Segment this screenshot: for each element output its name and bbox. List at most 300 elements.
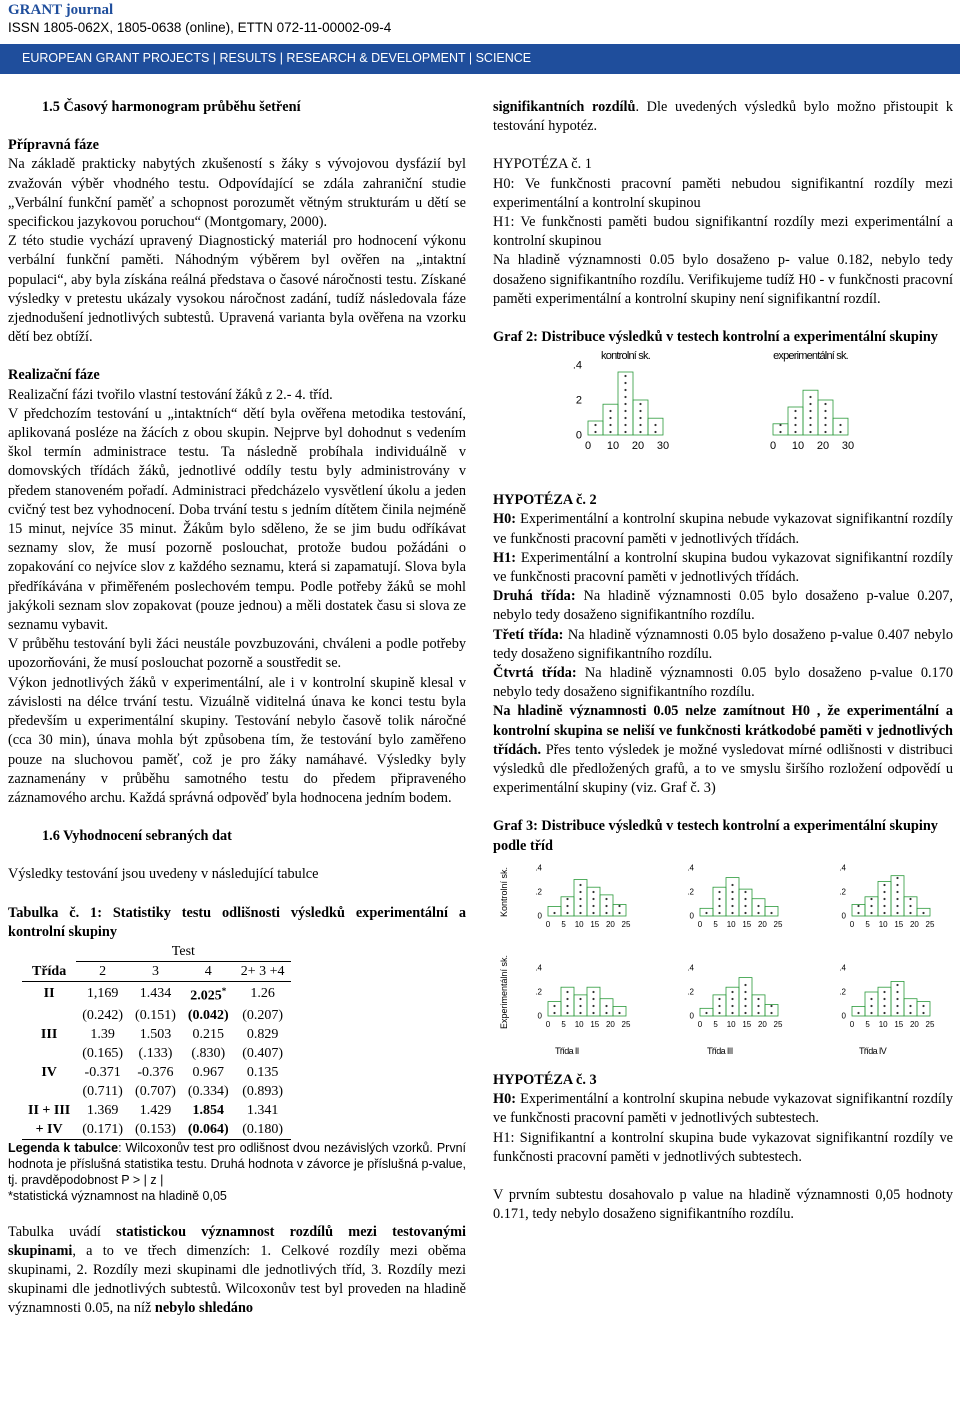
hypothesis-3-h0	[493, 1090, 953, 1128]
class-text: Na hladině významnosti 0.05 bylo dosaženo p-value 0.407 nebylo tedy dosaženo signifikantního rozdílu.	[493, 626, 953, 662]
data-point	[909, 1005, 911, 1007]
section-1-6-text: Výsledky testování jsou uvedeny v následující tabulce	[8, 866, 319, 883]
data-point	[744, 898, 746, 900]
table-cell: (0.334)	[187, 1083, 229, 1099]
x-tick-label: 20	[909, 919, 919, 929]
data-point	[594, 431, 596, 433]
table-cell: (.830)	[191, 1045, 226, 1061]
x-tick-label: 15	[894, 919, 904, 929]
data-point	[731, 1005, 733, 1007]
data-point	[718, 1012, 720, 1014]
y-tick-label: .4	[535, 963, 542, 973]
hypothesis-3-result: V prvním subtestu dosahovalo p value na hladině významnosti 0,05 hodnoty 0.171, tedy nebylo dosaženo signifikantního rozdílu.	[493, 1186, 953, 1223]
data-point	[870, 998, 872, 1000]
data-point	[883, 1012, 885, 1014]
table-header-cell: 4	[182, 961, 235, 981]
table-row	[22, 981, 291, 1005]
data-point	[744, 998, 746, 1000]
data-point	[809, 403, 811, 405]
data-point	[579, 905, 581, 907]
x-tick-label: 25	[925, 1019, 935, 1029]
table-cell-significant: (0.042)	[187, 1007, 229, 1023]
data-point	[824, 431, 826, 433]
hypothesis-1-result: Na hladině významnosti 0.05 bylo dosaženo p- value 0.182, nebylo tedy dosaženo signifikantního rozdílu. Verifikujeme tudíž H0 - v funkčnosti pracovní paměti experimentální a kontrolní skupiny není signifikantní rozdíl.	[493, 252, 953, 307]
h0-label: H0:	[493, 1091, 517, 1108]
r-p0-bold: signifikantních rozdílů	[493, 99, 636, 115]
data-point	[609, 417, 611, 419]
class-text: Na hladině významnosti 0.05 bylo dosaženo p-value 0.170 nebylo tedy dosaženo signifikantního rozdílu.	[493, 665, 953, 701]
h0-text: Experimentální a kontrolní skupina nebude vykazovat signifikantní rozdíly ve funkčnosti pracovní paměti v jednotlivých subtestech.	[493, 1091, 953, 1127]
data-point	[883, 1005, 885, 1007]
hypothesis-2-title: HYPOTÉZA č. 2	[493, 492, 597, 509]
table-header-cell: 2+ 3 +4	[235, 961, 291, 981]
histogram-bar	[739, 977, 752, 1015]
data-point	[896, 898, 898, 900]
data-point	[744, 905, 746, 907]
data-point	[609, 431, 611, 433]
table-cell: 1.429	[139, 1102, 172, 1118]
table-cell: (0.711)	[82, 1083, 123, 1099]
data-point	[624, 375, 626, 377]
data-point	[794, 417, 796, 419]
table-cell: -0.371	[84, 1064, 121, 1080]
row-label: + IV	[22, 1120, 76, 1140]
conclusion-bold: Na hladině významnosti 0.05 nelze zamítnout H0 , že experimentální a kontrolní skupina se neliší ve funkčnosti krátkodobé paměti v jednotlivých třídách.	[493, 703, 953, 758]
x-tick-label: 25	[925, 919, 935, 929]
data-point	[731, 891, 733, 893]
h0-label: H0:	[493, 511, 517, 528]
results-table	[22, 942, 291, 1140]
data-point	[592, 991, 594, 993]
data-point	[757, 1012, 759, 1014]
hypothesis-2-h1	[493, 549, 953, 587]
table-cell: (0.171)	[76, 1120, 129, 1140]
table-cell: (0.207)	[242, 1007, 284, 1023]
hypothesis-2-conclusion	[493, 702, 953, 798]
data-point	[883, 912, 885, 914]
row-label: Experimentální sk.	[499, 954, 509, 1029]
x-tick-label: 0	[697, 919, 703, 929]
data-point	[624, 431, 626, 433]
data-point	[809, 417, 811, 419]
table-header-cell: 3	[129, 961, 182, 981]
x-tick-label: 20	[605, 919, 615, 929]
y-tick-label: .2	[535, 987, 542, 997]
data-point	[922, 1012, 924, 1014]
data-point	[870, 898, 872, 900]
class-3-result	[493, 626, 953, 664]
data-point	[718, 891, 720, 893]
x-tick-label: 10	[606, 440, 620, 453]
data-point	[605, 912, 607, 914]
x-tick-label: 25	[621, 1019, 631, 1029]
data-point	[705, 912, 707, 914]
data-point	[857, 905, 859, 907]
data-point	[757, 905, 759, 907]
right-paragraph-0	[493, 98, 953, 136]
x-tick-label: 5	[865, 1019, 870, 1029]
y-tick-label: 0	[689, 1011, 694, 1021]
data-point	[857, 1012, 859, 1014]
x-tick-label: 15	[590, 1019, 600, 1029]
row-label: III	[40, 1026, 58, 1042]
data-point	[624, 382, 626, 384]
table-row	[22, 1082, 291, 1101]
x-tick-label: 25	[773, 1019, 783, 1029]
data-point	[809, 410, 811, 412]
x-tick-label: 20	[605, 1019, 615, 1029]
data-point	[870, 912, 872, 914]
data-point	[770, 912, 772, 914]
data-point	[824, 410, 826, 412]
class-4-result	[493, 664, 953, 702]
row-label: IV	[41, 1064, 57, 1080]
h0-text: Experimentální a kontrolní skupina nebude vykazovat signifikantní rozdíly ve funkčnosti pracovní paměti v jednotlivých třídách.	[493, 511, 953, 547]
data-point	[770, 1012, 772, 1014]
data-point	[566, 905, 568, 907]
journal-name: GRANT journal	[8, 2, 114, 18]
data-point	[870, 1012, 872, 1014]
table-cell: 0.967	[192, 1064, 225, 1080]
x-tick-label: 30	[841, 440, 855, 453]
histogram-bar	[765, 906, 778, 916]
table-cell: 1.434	[139, 986, 172, 1002]
table-row	[22, 1006, 291, 1025]
summary-a: Tabulka uvádí	[8, 1223, 117, 1240]
x-tick-label: 5	[713, 1019, 718, 1029]
x-tick-label: 0	[584, 440, 592, 453]
table-cell: (0.407)	[242, 1045, 284, 1061]
y-tick-label: .2	[687, 987, 694, 997]
data-point	[731, 905, 733, 907]
table-header-cell: 2	[76, 961, 129, 981]
row-label	[22, 1044, 76, 1063]
data-point	[605, 1012, 607, 1014]
y-tick-label: 0	[537, 1011, 542, 1021]
y-tick-label: 2	[575, 394, 582, 407]
data-point	[883, 898, 885, 900]
x-tick-label: 0	[697, 1019, 703, 1029]
data-point	[744, 1012, 746, 1014]
real-paragraph-3: V průběhu testování byli žáci neustále povzbuzováni, chváleni a podle potřeby upozorňováni, že musí poslouchat pozorně a soustředit se.	[8, 636, 466, 672]
hypothesis-3-h1	[493, 1129, 953, 1167]
table-cell: 1.26	[250, 986, 275, 1002]
prep-paragraph-2: Z této studie vychází upravený Diagnostický materiál pro hodnocení výkonu verbální funkční paměti. Náhodným výběrem byl ověřen na „intaktní populaci“, aby byla získána reálná představa o časové náročnosti testu. Získané výsledky v pretestu ukázaly vysokou náročnost zadání, tudíž následovala fáze zjednodušení jednotlivých subtestů. Upravená varianta byla ověřena na vzorku dětí bez obtíží.	[8, 233, 466, 346]
data-point	[839, 424, 841, 426]
summary-d: nebylo shledáno	[154, 1300, 254, 1317]
table-cell: -0.376	[137, 1064, 174, 1080]
data-point	[896, 884, 898, 886]
x-tick-label: 10	[791, 440, 805, 453]
x-tick-label: 20	[757, 919, 767, 929]
y-tick-label: .2	[839, 887, 846, 897]
data-point	[909, 1012, 911, 1014]
h1-text: Experimentální a kontrolní skupina budou vykazovat signifikantní rozdíly ve funkčnosti pracovní paměti v jednotlivých třídách.	[493, 549, 953, 586]
data-point	[624, 410, 626, 412]
x-tick-label: 0	[849, 1019, 855, 1029]
table-row	[22, 1120, 291, 1140]
y-tick-label: .2	[687, 887, 694, 897]
column-label: Třída IV	[859, 1045, 887, 1056]
data-point	[639, 417, 641, 419]
class-text: Na hladině významnosti 0.05 bylo dosaženo p-value 0.207, nebylo tedy dosaženo signifikantního rozdílu.	[493, 588, 953, 624]
data-point	[896, 905, 898, 907]
data-point	[922, 912, 924, 914]
data-point	[592, 898, 594, 900]
data-point	[654, 431, 656, 433]
x-tick-label: 10	[878, 919, 888, 929]
x-tick-label: 10	[726, 1019, 736, 1029]
data-point	[624, 424, 626, 426]
data-point	[624, 403, 626, 405]
hypothesis-1-h0: H0: Ve funkčnosti pracovní paměti nebudou signifikantní rozdíly mezi experimentální a kontrolní skupinou	[493, 175, 953, 211]
data-point	[896, 912, 898, 914]
histogram-bar	[891, 876, 904, 916]
data-point	[592, 1005, 594, 1007]
panel-title: kontrolní sk.	[601, 350, 650, 363]
x-tick-label: 10	[574, 919, 584, 929]
issn-line: ISSN 1805-062X, 1805-0638 (online), ETTN 072-11-00002-09-4	[8, 20, 392, 35]
y-tick-label: .4	[572, 359, 582, 372]
y-tick-label: .2	[535, 887, 542, 897]
x-tick-label: 5	[561, 1019, 566, 1029]
x-tick-label: 0	[849, 919, 855, 929]
left-column	[8, 98, 466, 1319]
data-point	[566, 912, 568, 914]
data-point	[579, 1005, 581, 1007]
table-row	[22, 1025, 291, 1044]
table-cell: 0.215	[192, 1026, 225, 1042]
table-cell: (.133)	[138, 1045, 173, 1061]
column-label: Třída III	[707, 1045, 733, 1056]
table-cell: (0.064)	[182, 1120, 235, 1140]
hypothesis-1-h1: H1: Ve funkčnosti paměti budou signifikantní rozdíly mezi experimentální a kontrolní skupinou	[493, 214, 953, 250]
hypothesis-3-title: HYPOTÉZA č. 3	[493, 1071, 597, 1088]
table-test-header: Test	[76, 942, 290, 962]
hypothesis-2-h0	[493, 510, 953, 548]
table-cell-significant	[182, 981, 235, 1005]
section-1-6-title: 1.6 Vyhodnocení sebraných dat	[42, 828, 232, 845]
y-tick-label: .4	[687, 863, 694, 873]
data-point	[566, 898, 568, 900]
data-point	[605, 1005, 607, 1007]
table-header-cell: Třída	[22, 961, 76, 981]
data-point	[744, 991, 746, 993]
histogram-bar	[852, 1006, 865, 1016]
banner-text: EUROPEAN GRANT PROJECTS | RESULTS | RESEARCH & DEVELOPMENT | SCIENCE	[22, 51, 532, 65]
column-label: Třída II	[555, 1045, 579, 1056]
table-row	[22, 1063, 291, 1082]
legend-label: Legenda k tabulce	[8, 1140, 119, 1155]
data-point	[639, 410, 641, 412]
data-point	[794, 410, 796, 412]
data-point	[896, 1005, 898, 1007]
data-point	[624, 396, 626, 398]
data-point	[624, 417, 626, 419]
table-cell: (0.180)	[235, 1120, 291, 1140]
r-p0-rest: . Dle uvedených výsledků bylo možno přistoupit k testování hypotéz.	[493, 99, 953, 135]
table-cell: (0.153)	[129, 1120, 182, 1140]
data-point	[618, 1012, 620, 1014]
x-tick-label: 5	[713, 919, 718, 929]
table-cell: 1.369	[86, 1102, 119, 1118]
data-point	[592, 905, 594, 907]
data-point	[624, 389, 626, 391]
class-label: Třetí třída:	[493, 626, 564, 643]
y-tick-label: .4	[535, 863, 542, 873]
data-point	[731, 991, 733, 993]
data-point	[618, 905, 620, 907]
histogram-bar	[726, 877, 739, 915]
summary-b: statistickou významnost rozdílů mezi testovanými skupinami	[8, 1223, 466, 1259]
data-point	[592, 1012, 594, 1014]
row-label: Kontrolní sk.	[499, 866, 509, 917]
real-phase-title: Realizační fáze	[8, 367, 100, 384]
data-point	[566, 1012, 568, 1014]
class-label: Čtvrtá třída:	[493, 665, 577, 682]
table-cell: 0.135	[246, 1064, 279, 1080]
data-point	[618, 912, 620, 914]
table-caption: Tabulka č. 1: Statistiky testu odlišnosti výsledků experimentální a kontrolní skupiny	[8, 904, 466, 940]
y-tick-label: 0	[575, 429, 582, 442]
x-tick-label: 15	[894, 1019, 904, 1029]
row-label	[22, 1082, 76, 1101]
table-cell: 1.503	[139, 1026, 172, 1042]
real-paragraph-2: V předchozím testování u „intaktních“ dětí byla ověřena metodika testování, aplikovaná posléze na žácích z obou skupin. Nejprve byl dohodnut s vedením škol termín administrace testu. Ta následně probíhala individuálně v domovských třídách žáků, jednotlivé oddíly testu byly administrovány v předem stanoveném pořadí. Administraci předcházelo vysvětlení úkolu a jeden cvičný test bez vyhodnocení. Doba trvání testu s jedním dítětem činila nejméně 15 minut, nejvíce 35 minut. Žákům bylo sděleno, že se jim budu odříkávat seznamy slov, že musí pozorně poslouchat, protože budou požádáni o zopakování co nejvíce slov z každého seznamu, která si zapamatují. Slova byla předříkávána v přiměřeném poslechovém tempu. Podle potřeby žáků se mohl jakýkoli seznam slov zopakovat (pouze jednou) a měli dostatek času si slova ze seznamu vybavit.	[8, 405, 466, 634]
h1-label: H1:	[493, 549, 517, 566]
data-point	[809, 431, 811, 433]
data-point	[731, 884, 733, 886]
data-point	[809, 396, 811, 398]
data-point	[718, 912, 720, 914]
table-cell: 1.341	[246, 1102, 279, 1118]
data-point	[579, 891, 581, 893]
data-point	[883, 905, 885, 907]
x-tick-label: 25	[773, 919, 783, 929]
y-tick-label: 0	[537, 911, 542, 921]
data-point	[909, 912, 911, 914]
data-point	[579, 898, 581, 900]
data-point	[896, 991, 898, 993]
data-point	[718, 1005, 720, 1007]
legend-text: : Wilcoxonův test pro odlišnost dvou nezávislých vzorků. První hodnota je příslušná statistika testu. Druhá hodnota v závorce je příslušná p-value, tj. pravděpodobnost P > | z |	[8, 1140, 466, 1187]
table-row	[22, 1044, 291, 1063]
h1-text: : Signifikantní a kontrolní skupina bude vykazovat signifikantní rozdíly ve funkčnosti pracovní paměti v jednotlivých subtestech.	[493, 1129, 953, 1165]
data-point	[553, 1005, 555, 1007]
x-tick-label: 30	[656, 440, 670, 453]
histogram-bar	[603, 404, 618, 435]
data-point	[896, 984, 898, 986]
table-cell: 0.829	[246, 1026, 279, 1042]
data-point	[592, 998, 594, 1000]
data-point	[579, 998, 581, 1000]
data-point	[909, 898, 911, 900]
data-point	[639, 431, 641, 433]
y-tick-label: .4	[839, 863, 846, 873]
table-cell: 1.854	[192, 1102, 225, 1118]
data-point	[794, 424, 796, 426]
banner-bar	[0, 44, 960, 74]
real-paragraph-1: Realizační fázi tvořilo vlastní testování žáků z 2.- 4. tříd.	[8, 386, 333, 403]
data-point	[731, 998, 733, 1000]
x-tick-label: 10	[726, 919, 736, 929]
data-point	[654, 424, 656, 426]
prep-phase-title: Přípravná fáze	[8, 137, 99, 154]
data-point	[794, 431, 796, 433]
table-cell: (0.707)	[135, 1083, 176, 1099]
cell-value: 2.025	[190, 988, 222, 1004]
data-point	[553, 1012, 555, 1014]
data-point	[883, 891, 885, 893]
data-point	[609, 424, 611, 426]
x-tick-label: 25	[621, 919, 631, 929]
x-tick-label: 15	[590, 919, 600, 929]
y-tick-label: .4	[839, 963, 846, 973]
x-tick-label: 0	[769, 440, 777, 453]
h1-label: H1	[493, 1129, 511, 1146]
data-point	[757, 912, 759, 914]
graph-3-chart	[493, 856, 953, 1066]
data-point	[744, 984, 746, 986]
data-point	[553, 912, 555, 914]
graph-2-title: Graf 2: Distribuce výsledků v testech kontrolní a experimentální skupiny	[493, 329, 938, 346]
data-point	[718, 898, 720, 900]
data-point	[592, 912, 594, 914]
data-point	[770, 1005, 772, 1007]
section-1-5-title: 1.5 Časový harmonogram průběhu šetření	[42, 99, 301, 115]
data-point	[922, 1005, 924, 1007]
data-point	[605, 898, 607, 900]
table-cell: 1,169	[86, 986, 119, 1002]
data-point	[896, 1012, 898, 1014]
data-point	[609, 410, 611, 412]
data-point	[883, 884, 885, 886]
data-point	[896, 891, 898, 893]
row-label: II + III	[28, 1102, 71, 1118]
data-point	[779, 424, 781, 426]
x-tick-label: 0	[545, 1019, 551, 1029]
data-point	[605, 905, 607, 907]
data-point	[870, 905, 872, 907]
x-tick-label: 5	[865, 919, 870, 929]
x-tick-label: 20	[631, 440, 645, 453]
y-tick-label: .2	[839, 987, 846, 997]
data-point	[883, 991, 885, 993]
table-cell: (0.893)	[242, 1083, 284, 1099]
data-point	[809, 424, 811, 426]
x-tick-label: 15	[742, 919, 752, 929]
data-point	[566, 998, 568, 1000]
data-point	[824, 417, 826, 419]
prep-paragraph-1: Na základě prakticky nabytých zkušeností s žáky s vývojovou dysfázií byl zvažován výběr vhodného testu. Odpovídající se zdála zahraniční studie „Verbální funkční paměť a schopnost porozumět větným strukturám u dětí se specifickou jazykovou poruchou“ (Montgomary, 2000).	[8, 156, 466, 231]
y-tick-label: 0	[841, 1011, 846, 1021]
data-point	[883, 998, 885, 1000]
row-label: II	[43, 986, 55, 1002]
table-legend	[8, 1140, 466, 1188]
data-point	[744, 1005, 746, 1007]
data-point	[857, 912, 859, 914]
right-column	[493, 98, 953, 1224]
x-tick-label: 10	[574, 1019, 584, 1029]
y-tick-label: .4	[687, 963, 694, 973]
histogram-bar	[548, 906, 561, 916]
conclusion-rest: Přes tento výsledek je možné vysledovat mírné odlišnosti v distribuci výsledků dle předložených grafů, a to ve smyslu širšího rozložení odpovědí u experimentální skupiny (viz. Graf č. 3)	[493, 741, 953, 797]
summary-paragraph	[8, 1223, 466, 1319]
data-point	[718, 905, 720, 907]
data-point	[592, 891, 594, 893]
data-point	[731, 1012, 733, 1014]
x-tick-label: 10	[878, 1019, 888, 1029]
